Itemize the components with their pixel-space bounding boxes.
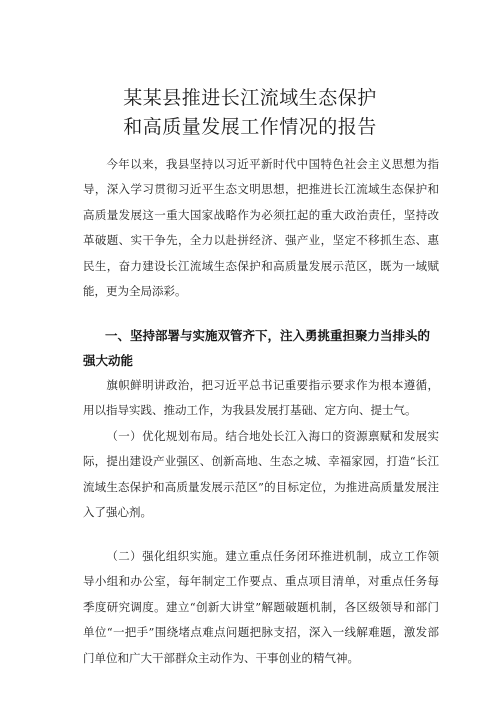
section-1-paragraph-2-text: （一）优化规划布局。结合地处长江入海口的资源禀赋和发展实际，提出建设产业强区、创新高地、生态之城、幸福家园，打造“长江流域生态保护和高质量发展示范区”的目标定位，为推进高质量发展注入了强心剂。 [83,429,439,520]
report-title-line-2: 和高质量发展工作情况的报告 [123,116,377,138]
section-1-heading-text: 一、坚持部署与实施双管齐下，注入勇挑重担聚力当排头的强大动能 [83,328,431,368]
section-1-heading [83,323,441,373]
section-1-paragraph-1 [83,373,439,424]
section-1-paragraph-1-text: 旗帜鲜明讲政治，把习近平总书记重要指示要求作为根本遵循，用以指导实践、推动工作，为我县发展打基础、定方向、提士气。 [83,378,439,418]
section-1-paragraph-2 [83,424,439,526]
intro-text: 今年以来，我县坚持以习近平新时代中国特色社会主义思想为指导，深入学习贯彻习近平生态文明思想，把推进长江流域生态保护和高质量发展这一重大国家战略作为必须扛起的重大政治责任，坚持改革破题、实干争先，全力以赴拼经济、强产业，坚定不移抓生态、惠民生，奋力建设长江流域生态保护和高质量发展示范区，既为一域赋能，更为全局添彩。 [83,157,439,299]
section-1-paragraph-3 [83,544,439,671]
report-title-line-1: 某某县推进长江流域生态保护 [123,87,377,109]
section-1-paragraph-3-text: （二）强化组织实施。建立重点任务闭环推进机制，成立工作领导小组和办公室，每年制定工作要点、重点项目清单，对重点任务每季度研究调度。建立“创新大讲堂”解题破题机制，各区级领导和部门单位“一把手”围绕堵点难点问题把脉支招，深入一线解难题，激发部门单位和广大干部群众主动作为、干事创业的精气神。 [83,549,439,665]
intro-paragraph [83,152,439,304]
